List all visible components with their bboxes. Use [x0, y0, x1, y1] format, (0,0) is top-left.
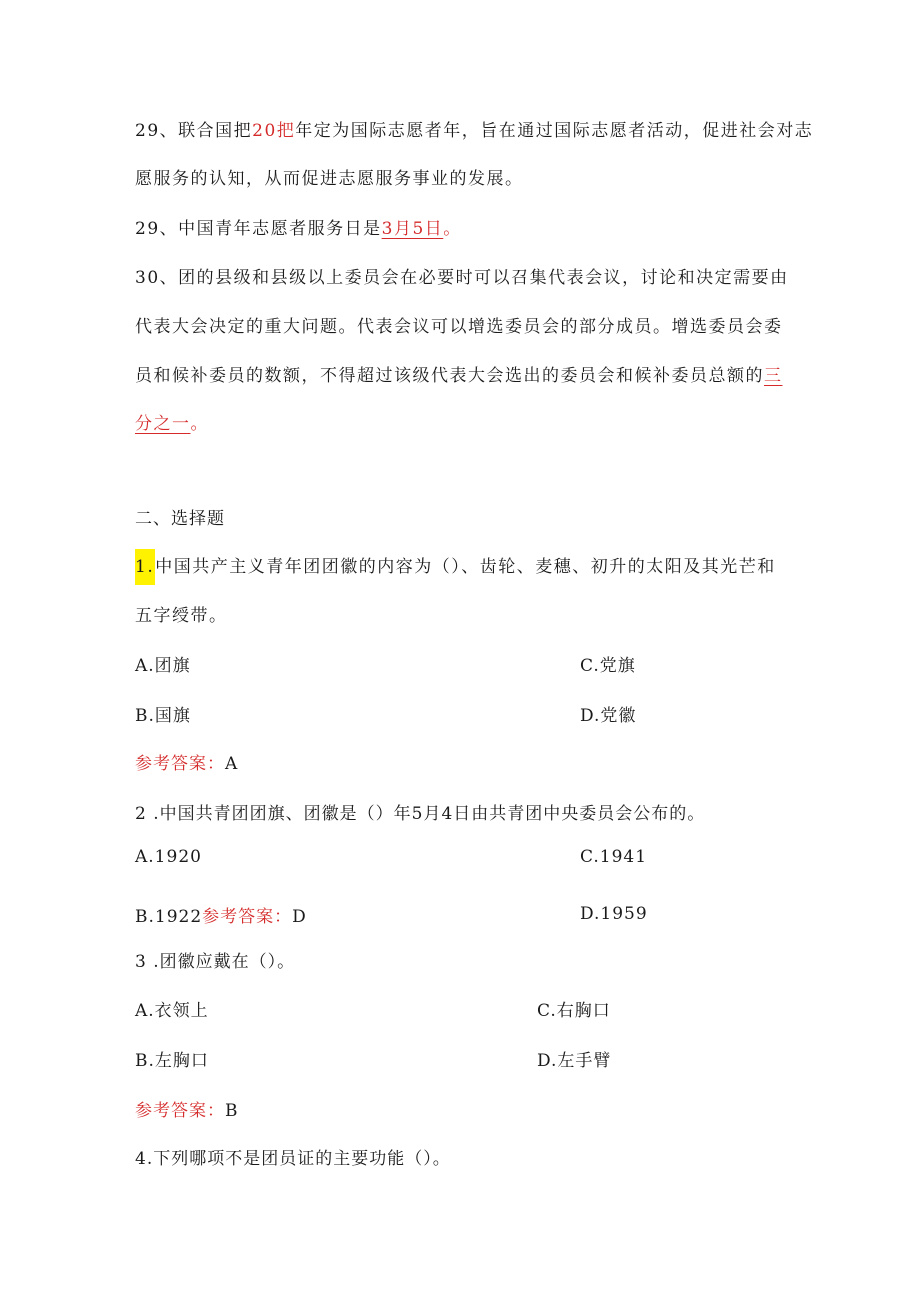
mc4-line1: 4.下列哪项不是团员证的主要功能（）。: [135, 1149, 451, 1169]
answer-highlight: 分之一: [135, 414, 191, 434]
q30-line2: 代表大会决定的重大问题。代表会议可以增选委员会的部分成员。增选委员会委: [135, 317, 783, 337]
mc3-option-a: A.衣领上: [135, 1001, 209, 1021]
question-number-highlight: 1.: [135, 549, 155, 585]
q30-line4: 分之一。: [135, 414, 209, 434]
mc1-option-b: B.国旗: [135, 706, 191, 726]
mc1-line2: 五字绶带。: [135, 606, 228, 626]
q30-line3: 员和候补委员的数额，不得超过该级代表大会选出的委员会和候补委员总额的三: [135, 366, 783, 386]
q29b-line: 29、中国青年志愿者服务日是3月5日。: [135, 219, 462, 239]
q29a-line1: 29、联合国把20把年定为国际志愿者年，旨在通过国际志愿者活动，促进社会对志: [135, 121, 814, 141]
mc3-answer: 参考答案：B: [135, 1101, 239, 1121]
mc3-option-c: C.右胸口: [537, 1001, 611, 1021]
mc2-option-b-with-answer: B.1922参考答案：D: [135, 907, 307, 927]
answer-highlight: 三: [764, 366, 783, 386]
mc2-line1: 2 .中国共青团团旗、团徽是（）年5月4日由共青团中央委员会公布的。: [135, 804, 706, 824]
mc2-option-c: C.1941: [580, 847, 648, 867]
mc1-option-a: A.团旗: [135, 656, 191, 676]
mc2-option-a: A.1920: [135, 847, 202, 867]
mc1-answer: 参考答案：A: [135, 754, 239, 774]
mc3-line1: 3 .团徽应戴在（）。: [135, 952, 296, 972]
mc2-answer-label: 参考答案：: [202, 907, 293, 927]
q30-line1: 30、团的县级和县级以上委员会在必要时可以召集代表会议，讨论和决定需要由: [135, 268, 789, 288]
mc2-answer: D: [292, 907, 307, 927]
mc2-option-d: D.1959: [580, 904, 648, 924]
q29a-line2: 愿服务的认知，从而促进志愿服务事业的发展。: [135, 169, 524, 189]
mc1-line1: 1.中国共产主义青年团团徽的内容为（）、齿轮、麦穗、初升的太阳及其光芒和: [135, 552, 776, 577]
mc3-option-b: B.左胸口: [135, 1051, 209, 1071]
answer-highlight: 20把: [252, 121, 296, 141]
mc1-option-d: D.党徽: [580, 706, 637, 726]
section-title: 二、选择题: [135, 509, 225, 529]
mc3-option-d: D.左手臂: [537, 1051, 612, 1071]
mc1-option-c: C.党旗: [580, 656, 636, 676]
answer-highlight: 3月5日: [381, 219, 444, 239]
